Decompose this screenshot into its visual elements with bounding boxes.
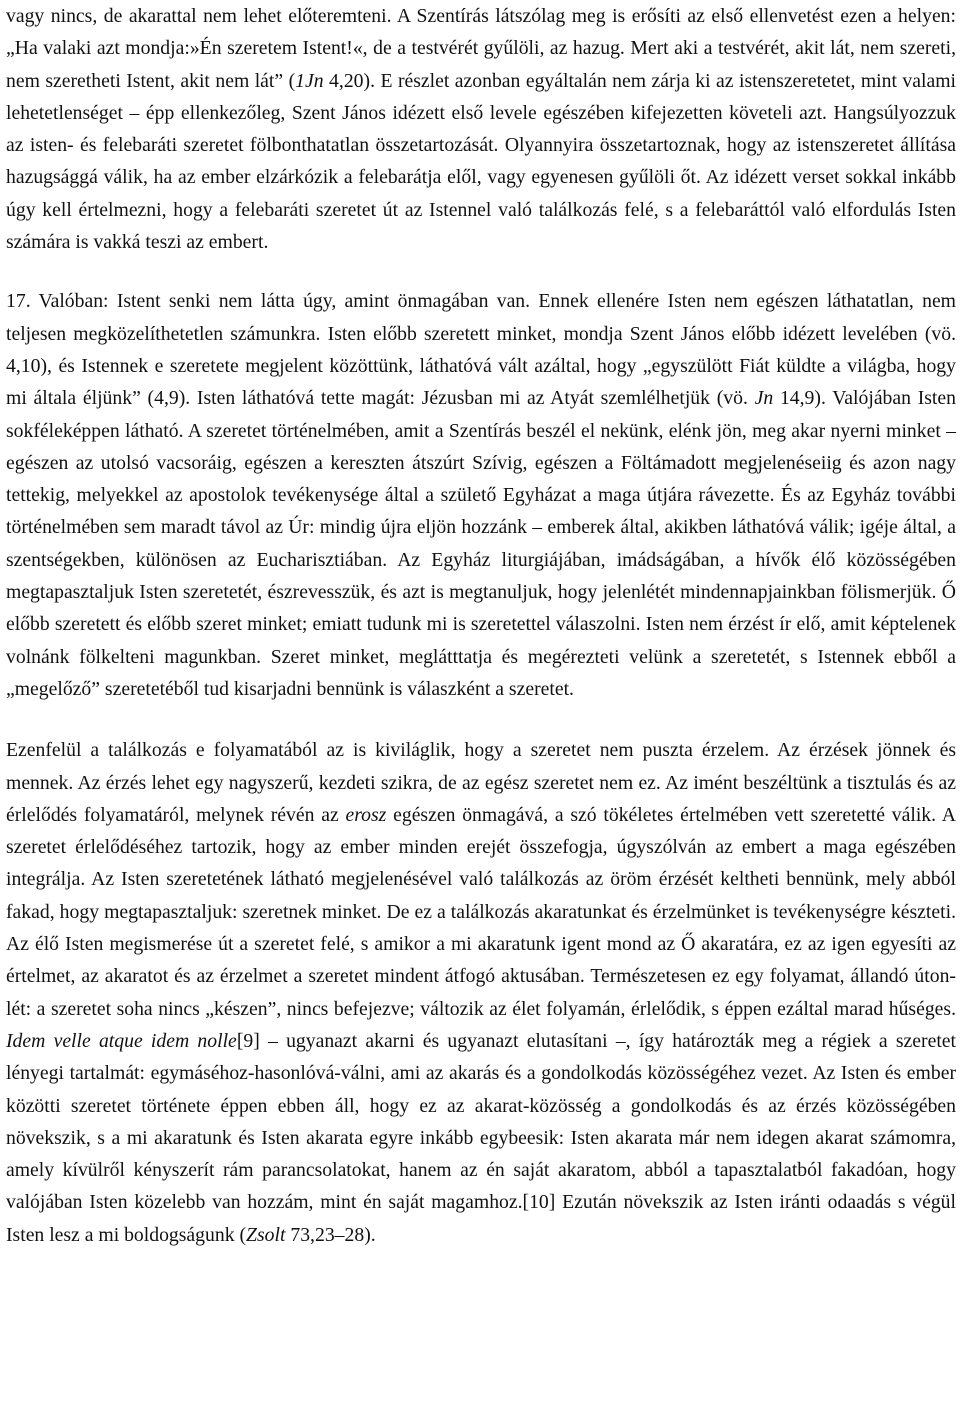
text-segment: [9] – ugyanazt akarni és ugyanazt elutasítani –, így határozták meg a régiek a szeretet lényegi tartalmát: egymáséhoz-hasonlóvá-válni, ami az akarás és a gondolkodás közösségéhez vezet. Az Isten és ember közötti szeretet története éppen ebben áll, hogy ez az akarat-közösség a gondolkodás és az érzés közösségében növekszik, s a mi akaratunk és Isten akarata egyre inkább egybeesik: Isten akarata már nem idegen akarat számomra, amely kívülről kényszerít rám parancsolatokat, hanem az én saját akaratom, abból a tapasztalatból fakadóan, hogy valójában Isten közelebb van hozzám, mint én saját magamhoz.[10] Ezután növekszik az Isten iránti odaadás s végül Isten lesz a mi boldogságunk ( [6, 1029, 957, 1246]
text-segment: 73,23–28). [285, 1223, 376, 1246]
text-segment: egészen önmagává, a szó tökéletes értelmében vett szeretetté válik. A szeretet érlelődéséhez tartozik, hogy az ember minden erejét összefogja, úgyszólván az embert a maga egészében integrálja. Az Isten szeretetének látható megjelenésével való találkozás az öröm érzését keltheti bennünk, mely abból fakad, hogy megtapasztaljuk: szeretnek minket. De ez a találkozás akaratunkat és érzelmünket is tevékenységre készteti. Az élő Isten megismerése út a szeretet felé, s amikor a mi akaratunk igent mond az Ő akaratára, ez az igen egyesíti az értelmet, az akaratot és az érzelmet a szeretet mindent átfogó aktusában. Természetesen ez egy folyamat, állandó úton-lét: a szeretet soha nincs „készen”, nincs befejezve; változik az élet folyamán, érlelődik, s éppen ezáltal marad hűséges. [6, 803, 956, 1020]
scripture-reference: Zsolt [246, 1223, 286, 1246]
paragraph-intro [6, 0, 956, 258]
paragraph-17 [6, 285, 956, 705]
latin-quote: Idem velle atque idem nolle [6, 1029, 237, 1052]
paragraph-love-process [6, 734, 956, 1251]
text-segment: 14,9). Valójában Isten sokféleképpen látható. A szeretet történelmében, amit a Szentírás beszél el nekünk, elénk jön, meg akar nyerni minket – egészen az utolsó vacsoráig, egészen a kereszten átszúrt Szívig, egészen a Föltámadott megjelenéseiig és azon nagy tettekig, melyekkel az apostolok tevékenysége által a születő Egyházat a maga útjára rávezette. És az Egyház további történelmében sem maradt távol az Úr: mindig újra eljön hozzánk – emberek által, akikben láthatóvá válik; igéje által, a szentségekben, különösen az Eucharisztiában. Az Egyház liturgiájában, imádságában, a hívők élő közösségében megtapasztaljuk Isten szeretetét, észrevesszük, és azt is megtanuljuk, hogy jelenlétét mindennapjainkban fölismerjük. Ő előbb szeretett és előbb szeret minket; emiatt tudunk mi is szeretettel válaszolni. Isten nem érzést ír elő, amit képtelenek volnánk fölkelteni magunkban. Szeret minket, meglátttatja és megérezteti velünk a szeretetét, s Istennek ebből a „megelőző” szeretetéből tud kisarjadni bennünk is válaszként a szeretet. [6, 387, 956, 700]
scripture-reference: Jn [754, 387, 774, 410]
text-segment: vagy nincs, de akarattal nem lehet előteremteni. A Szentírás látszólag meg is erősíti az első ellenvetést ezen a helyen: „Ha valaki azt mondja:»Én szeretem Istent!«, de a testvérét gyűlöli, az hazug. Mert aki a testvérét, akit lát, nem szereti, nem szeretheti Istent, akit nem lát” ( [6, 5, 956, 92]
paragraph-gap [6, 258, 956, 285]
text-segment: Ezenfelül a találkozás e folyamatából az is kiviláglik, hogy a szeretet nem puszta érzelem. Az érzések jönnek és mennek. Az érzés lehet egy nagyszerű, kezdeti szikra, de az egész szeretet nem ez. Az imént beszéltünk a tisztulás és az érlelődés folyamatáról, melynek révén az [6, 739, 956, 826]
text-segment: 17. Valóban: Istent senki nem látta úgy, amint önmagában van. Ennek ellenére Isten nem egészen láthatatlan, nem teljesen megközelíthetetlen számunkra. Isten előbb szeretett minket, mondja Szent János előbb idézett levelében (vö. 4,10), és Istennek e szeretete megjelent közöttünk, láthatóvá vált azáltal, hogy „egyszülött Fiát küldte a világba, hogy mi általa éljünk” (4,9). Isten láthatóvá tette magát: Jézusban mi az Atyát szemlélhetjük (vö. [6, 290, 956, 410]
italic-term: erosz [345, 803, 387, 826]
text-segment: 4,20). E részlet azonban egyáltalán nem zárja ki az istenszeretetet, mint valami lehetetlenséget – épp ellenkezőleg, Szent János idézett első levele egészében kifejezetten követeli azt. Hangsúlyozzuk az isten- és felebaráti szeretet fölbonthatatlan összetartozását. Olyannyira összetartoznak, hogy az istenszeretet állítása hazugsággá válik, ha az ember elzárkózik a felebarátja elől, vagy egyenesen gyűlöli őt. Az idézett verset sokkal inkább úgy kell értelmezni, hogy a felebaráti szeretet út az Istennel való találkozás felé, s a felebaráttól való elfordulás Isten számára is vakká teszi az embert. [6, 69, 956, 254]
paragraph-gap [6, 705, 956, 734]
scripture-reference: 1Jn [295, 69, 324, 92]
document-page [6, 0, 956, 1251]
